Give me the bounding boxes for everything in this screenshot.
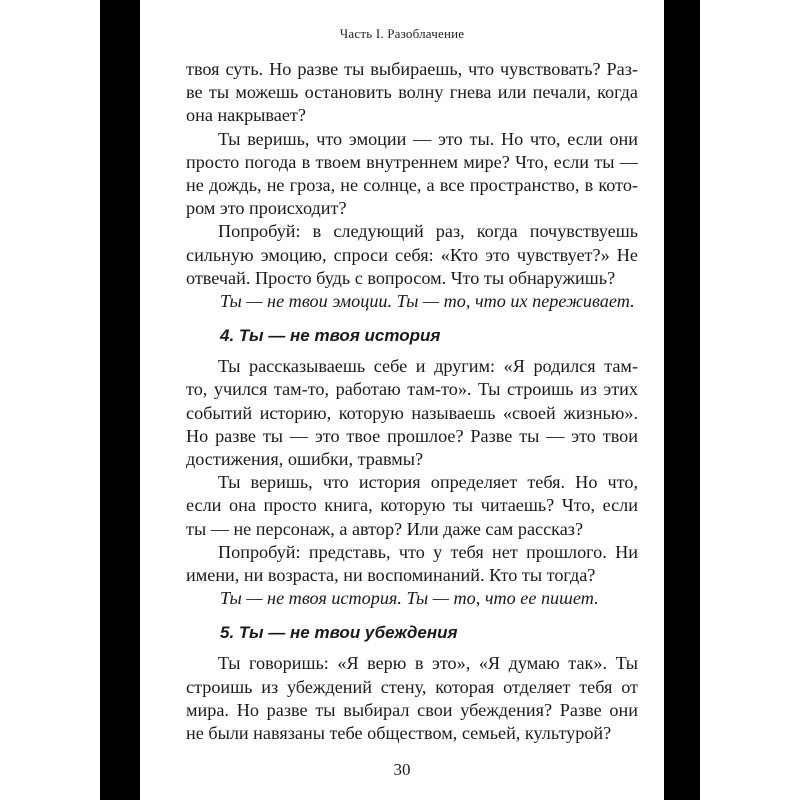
right-scan-border — [664, 0, 700, 800]
text-line: Попробуй: в следующий раз, когда почувствуешь — [218, 221, 638, 242]
paragraph-2 — [186, 128, 638, 221]
text-line: Ты веришь, что эмоции — это ты. Но что, если они — [218, 128, 638, 149]
text-line: Но разве ты — это твое прошлое? Разве ты — это твои — [186, 425, 638, 446]
text-line: ты — не персонаж, а автор? Или даже сам рассказ? — [186, 518, 584, 539]
text-line: твоя суть. Но разве ты выбираешь, что чувствовать? Раз- — [186, 59, 638, 79]
left-scan-border — [100, 0, 140, 800]
paragraph-3 — [186, 220, 638, 290]
text-line: ром это происходит? — [186, 198, 347, 219]
text-line: просто погода в твоем внутреннем мире? Что, если ты — — [186, 151, 638, 172]
paragraph-6 — [186, 541, 638, 587]
paragraph-1 — [186, 58, 638, 128]
text-line: отвечай. Просто будь с вопросом. Что ты обнаружишь? — [186, 267, 616, 288]
text-line: достижения, ошибки, травмы? — [186, 449, 424, 470]
paragraph-5 — [186, 471, 638, 541]
text-line: если она просто книга, которую ты читаешь? Что, если — [186, 495, 638, 516]
text-line: Попробуй: представь, что у тебя нет прошлого. Ни — [218, 541, 638, 562]
italic-statement-1: Ты — не твои эмоции. Ты — то, что их переживает. — [220, 291, 635, 312]
text-line: Ты говоришь: «Я верю в это», «Я думаю так». Ты — [218, 653, 638, 674]
text-line: событий историю, которую называешь «своей жизнью». — [186, 402, 638, 423]
running-head: Часть I. Разоблачение — [339, 26, 465, 41]
page-content — [186, 58, 638, 745]
paragraph-4 — [186, 355, 638, 471]
section-heading-4: 4. Ты — не твоя история — [220, 326, 441, 346]
paragraph-7 — [186, 652, 638, 745]
italic-statement-2: Ты — не твоя история. Ты — то, что ее пишет. — [220, 588, 599, 609]
text-line: мира. Но разве ты выбирал свои убеждения? Разве они — [186, 699, 638, 720]
text-line: Ты рассказываешь себе и другим: «Я родился там- — [218, 356, 638, 377]
text-line: строишь из убеждений стену, которая отделяет тебя от — [186, 676, 638, 697]
book-page — [140, 0, 664, 800]
text-line: она накрывает? — [186, 105, 306, 126]
page-number: 30 — [393, 760, 411, 779]
section-heading-5: 5. Ты — не твои убеждения — [220, 623, 458, 643]
text-line: Ты веришь, что история определяет тебя. Но что, — [218, 472, 638, 493]
text-line: имени, ни возраста, ни воспоминаний. Кто ты тогда? — [186, 565, 596, 586]
text-line: не дождь, не гроза, не солнце, а все пространство, в кото- — [186, 175, 638, 196]
text-line: сильную эмоцию, спроси себя: «Кто это чувствует?» Не — [186, 244, 638, 265]
text-line: то, учился там-то, работаю там-то». Ты строишь из этих — [186, 379, 638, 400]
text-line: не были навязаны тебе обществом, семьей, культурой? — [186, 723, 612, 744]
text-line: ве ты можешь остановить волну гнева или печали, когда — [186, 82, 638, 103]
